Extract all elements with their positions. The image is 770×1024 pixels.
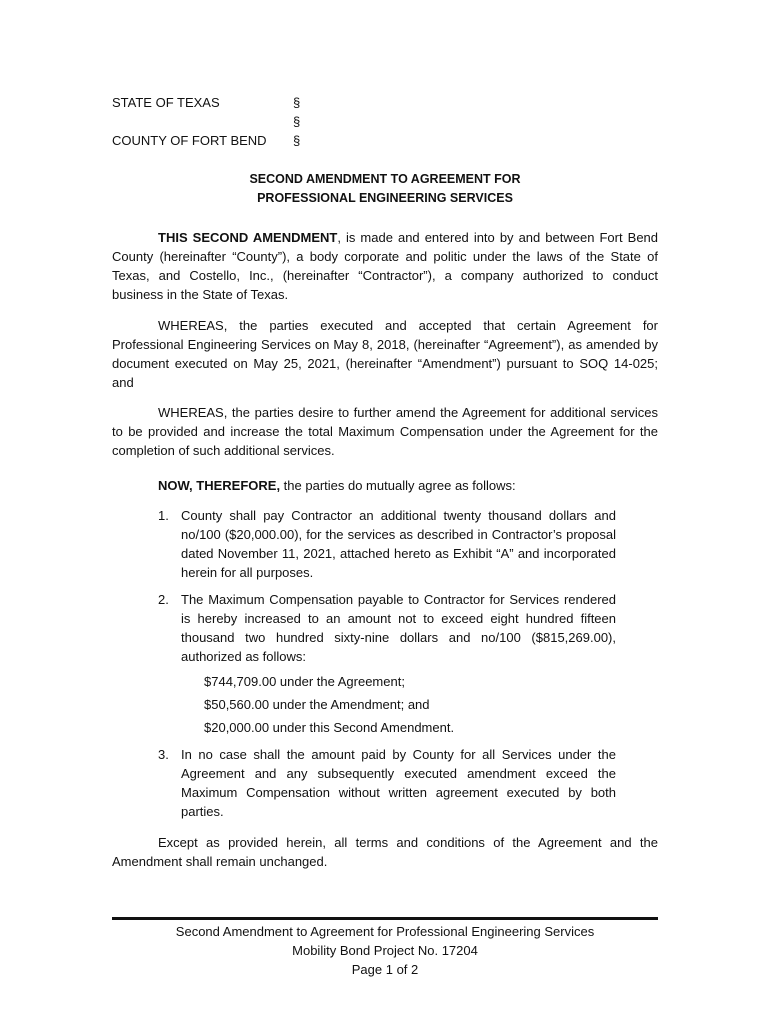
list-item: [158, 506, 616, 582]
county-label: COUNTY OF FORT BEND: [112, 133, 267, 148]
compensation-line: $50,560.00 under the Amendment; and: [204, 697, 430, 712]
therefore-bold-lead: NOW, THEREFORE,: [158, 478, 281, 493]
list-item: [158, 745, 616, 821]
page-number: Page 1 of 2: [351, 962, 419, 977]
whereas-text-2: WHEREAS, the parties desire to further amend the Agreement for additional services to be provided and increase the total Maximum Compensation under the Agreement for the completion of such additional services.: [112, 405, 658, 458]
intro-text: , is made and entered into by and between Fort Bend County (hereinafter “County”), a body corporate and politic under the laws of the State of Texas, and Costello, Inc., (hereinafter “Contractor”), a company authorized to conduct business in the State of Texas.: [112, 230, 659, 302]
intro-paragraph: [112, 228, 658, 304]
whereas-paragraph-2: [112, 403, 658, 460]
list-item: [158, 590, 616, 666]
therefore-paragraph: [112, 476, 658, 495]
list-item-text: The Maximum Compensation payable to Contractor for Services rendered is hereby increased to an amount not to exceed eight hundred fifteen thousand two hundred sixty-nine dollars and no/100 ($815,269.00), authorized as follows:: [181, 592, 616, 664]
document-title-line2: PROFESSIONAL ENGINEERING SERVICES: [257, 191, 513, 205]
whereas-paragraph-1: [112, 316, 658, 392]
footer-title: Second Amendment to Agreement for Professional Engineering Services: [175, 924, 595, 939]
closing-paragraph: [112, 833, 658, 871]
state-label: STATE OF TEXAS: [112, 95, 220, 110]
whereas-text-1: WHEREAS, the parties executed and accepted that certain Agreement for Professional Engineering Services on May 8, 2018, (hereinafter “Agreement”), as amended by document executed on May 25, 2021, (hereinafter “Amendment”) pursuant to SOQ 14-025; and: [112, 318, 658, 390]
section-mark: §: [293, 95, 301, 110]
closing-text: Except as provided herein, all terms and conditions of the Agreement and the Amendment shall remain unchanged.: [112, 835, 658, 869]
footer-divider: [112, 917, 658, 920]
footer-project: Mobility Bond Project No. 17204: [292, 943, 478, 958]
list-item-number: 1.: [158, 508, 169, 523]
list-item-text: In no case shall the amount paid by County for all Services under the Agreement and any subsequently executed amendment exceed the Maximum Compensation without written agreement executed by both parties.: [181, 747, 616, 819]
compensation-line: $20,000.00 under this Second Amendment.: [204, 720, 455, 735]
list-item-text: County shall pay Contractor an additional twenty thousand dollars and no/100 ($20,000.00), for the services as described in Contractor’s proposal dated November 11, 2021, attached hereto as Exhibit “A” and incorporated herein for all purposes.: [181, 508, 616, 580]
compensation-line: $744,709.00 under the Agreement;: [204, 674, 405, 689]
section-mark: §: [293, 133, 301, 148]
list-item-number: 3.: [158, 747, 169, 762]
list-item-number: 2.: [158, 592, 169, 607]
document-title-line1: SECOND AMENDMENT TO AGREEMENT FOR: [249, 172, 521, 186]
intro-bold-lead: THIS SECOND AMENDMENT: [158, 230, 338, 245]
section-mark: §: [293, 114, 301, 129]
therefore-text: the parties do mutually agree as follows:: [280, 478, 516, 493]
